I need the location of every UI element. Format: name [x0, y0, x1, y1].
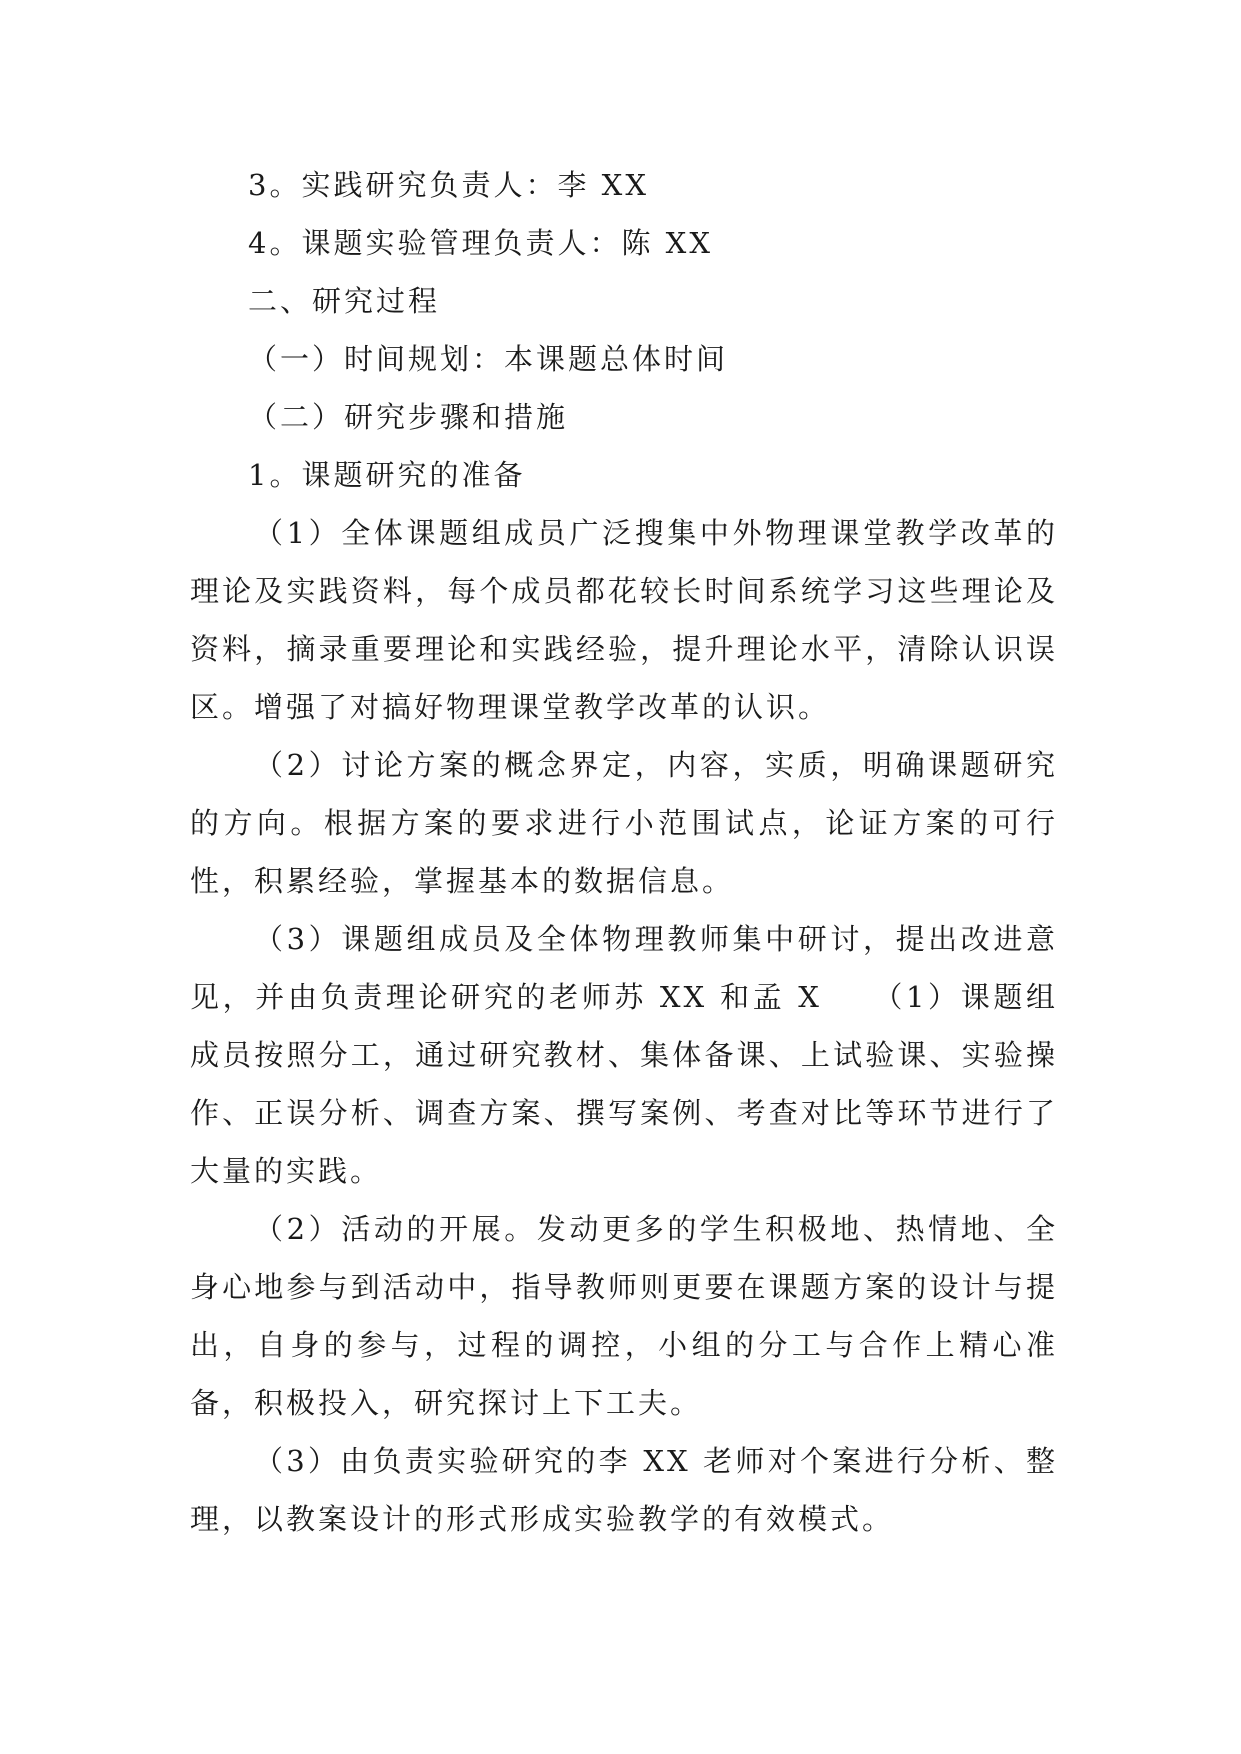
subheading-time-plan: （一）时间规划：本课题总体时间: [248, 342, 729, 376]
section-heading-research-process: 二、研究过程: [248, 284, 441, 318]
practice-research-lead-line: 3。实践研究负责人：李 XX: [248, 168, 649, 202]
paragraph-collect-materials: （1）全体课题组成员广泛搜集中外物理课堂教学改革的理论及实践资料，每个成员都花较长时间系统学习这些理论及资料，摘录重要理论和实践经验，提升理论水平，清除认识误区。增强了对搞好物理课堂教学改革的认识。: [190, 516, 1058, 724]
paragraph-case-analysis: （3）由负责实验研究的李 XX 老师对个案进行分析、整理，以教案设计的形式形成实验教学的有效模式。: [190, 1444, 1058, 1536]
paragraph-discuss-plan: （2）讨论方案的概念界定，内容，实质，明确课题研究的方向。根据方案的要求进行小范围试点，论证方案的可行性，积累经验，掌握基本的数据信息。: [190, 748, 1058, 898]
subheading-steps-and-measures: （二）研究步骤和措施: [248, 400, 569, 434]
document-body: [190, 156, 1058, 1548]
paragraph-group-discussion-practice: （3）课题组成员及全体物理教师集中研讨，提出改进意见，并由负责理论研究的老师苏 XX 和孟 X （1）课题组成员按照分工，通过研究教材、集体备课、上试验课、实验操作、正误分析、调查方案、撰写案例、考查对比等环节进行了大量的实践。: [190, 922, 1058, 1188]
item-research-preparation: 1。课题研究的准备: [248, 458, 526, 492]
paragraph-activity-development: （2）活动的开展。发动更多的学生积极地、热情地、全身心地参与到活动中，指导教师则更要在课题方案的设计与提出，自身的参与，过程的调控，小组的分工与合作上精心准备，积极投入，研究探讨上下工夫。: [190, 1212, 1058, 1420]
experiment-management-lead-line: 4。课题实验管理负责人：陈 XX: [248, 226, 713, 260]
